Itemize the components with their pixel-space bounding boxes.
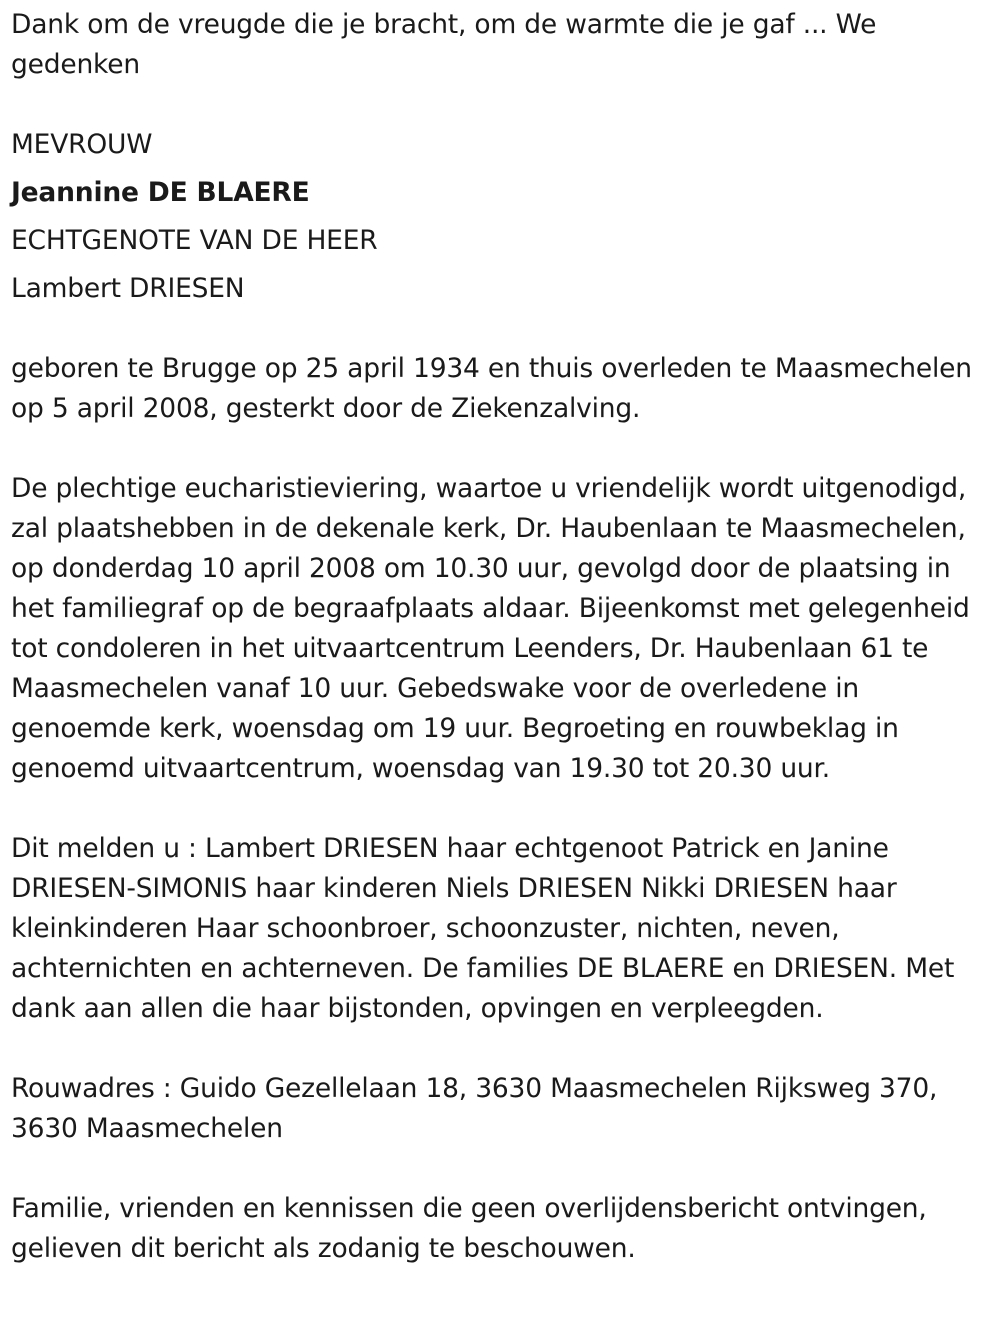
honorific-title: MEVROUW — [11, 129, 153, 160]
birth-death-text: geboren te Brugge op 25 april 1934 en thuis overleden te Maasmechelen op 5 april 2008, gesterkt door de Ziekenzalving. — [11, 353, 972, 424]
spouse-name: Lambert DRIESEN — [11, 273, 245, 304]
intro-text: Dank om de vreugde die je bracht, om de warmte die je gaf ... We gedenken — [11, 9, 877, 80]
closing-text: Familie, vrienden en kennissen die geen overlijdensbericht ontvingen, gelieven dit bericht als zodanig te beschouwen. — [11, 1193, 927, 1264]
deceased-name: Jeannine DE BLAERE — [11, 177, 310, 208]
mourning-address: Rouwadres : Guido Gezellelaan 18, 3630 Maasmechelen Rijksweg 370, 3630 Maasmechelen — [11, 1073, 938, 1144]
ceremony-text: De plechtige eucharistieviering, waartoe u vriendelijk wordt uitgenodigd, zal plaatshebben in de dekenale kerk, Dr. Haubenlaan te Maasmechelen, op donderdag 10 april 2008 om 10.30 uur, gevolgd door de plaatsing in het familiegraf op de begraafplaats aldaar. Bijeenkomst met gelegenheid tot condoleren in het uitvaartcentrum Leenders, Dr. Haubenlaan 61 te Maasmechelen vanaf 10 uur. Gebedswake voor de overledene in genoemde kerk, woensdag om 19 uur. Begroeting en rouwbeklag in genoemd uitvaartcentrum, woensdag van 19.30 tot 20.30 uur. — [11, 473, 970, 784]
announcers-text: Dit melden u : Lambert DRIESEN haar echtgenoot Patrick en Janine DRIESEN-SIMONIS haar kinderen Niels DRIESEN Nikki DRIESEN haar kleinkinderen Haar schoonbroer, schoonzuster, nichten, neven, achternichten en achterneven. De families DE BLAERE en DRIESEN. Met dank aan allen die haar bijstonden, opvingen en verpleegden. — [11, 833, 955, 1024]
relation-title: ECHTGENOTE VAN DE HEER — [11, 225, 378, 256]
